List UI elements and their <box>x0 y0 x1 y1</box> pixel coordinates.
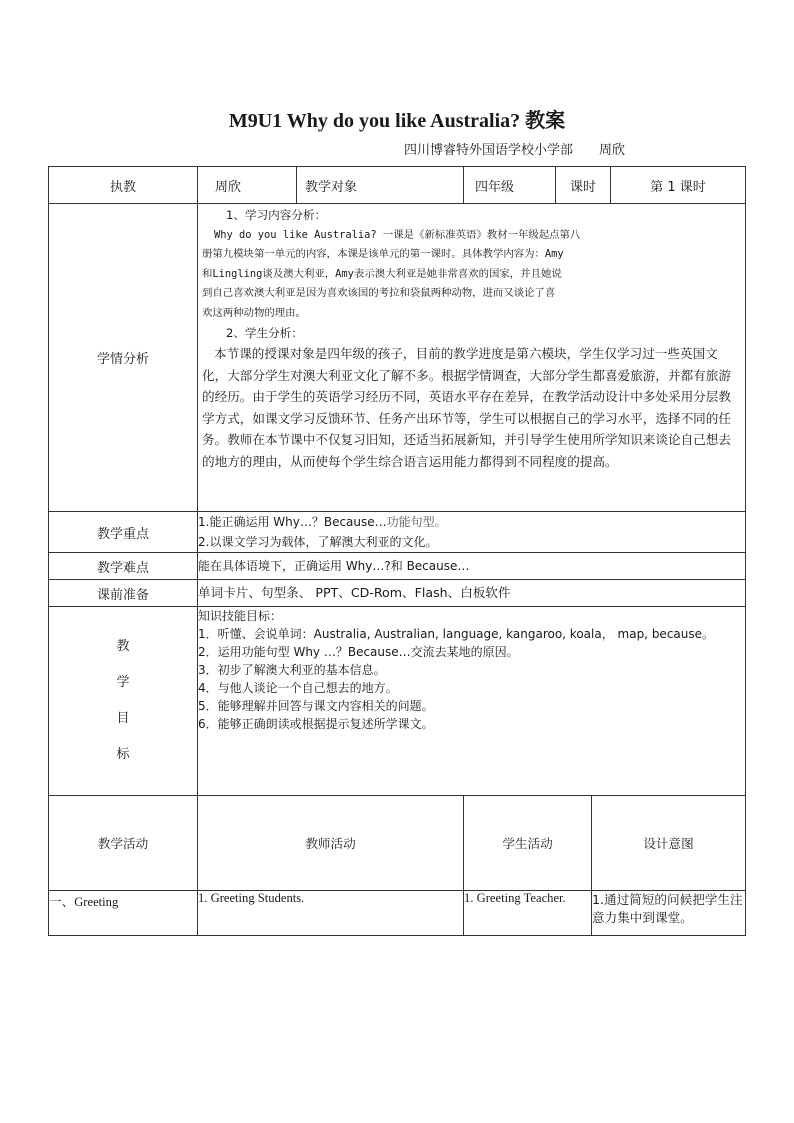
activity-cell: 一、Greeting <box>49 891 198 936</box>
header-cell-period-label: 课时 <box>556 167 611 204</box>
key-points-row <box>49 512 746 553</box>
key-points-label: 教学重点 <box>49 512 198 553</box>
analysis-line: 和Lingling谈及澳大利亚，Amy表示澳大利亚是她非常喜欢的国家，并且她说 <box>202 267 562 280</box>
header-cell-target-label: 教学对象 <box>297 167 464 204</box>
activity-row <box>49 891 746 936</box>
objectives-label-char: 教 <box>116 639 130 654</box>
analysis-content <box>198 204 746 512</box>
activity-header-intent: 设计意图 <box>592 796 746 891</box>
preparation-content: 单词卡片、句型条、 PPT、CD-Rom、Flash、白板软件 <box>198 580 746 607</box>
objective-item: 3．初步了解澳大利亚的基本信息。 <box>198 663 386 677</box>
author-name: 周欣 <box>599 143 626 158</box>
analysis-line: Why do you like Australia? 一课是《新标准英语》教材一年级起点第八 <box>214 228 581 241</box>
activity-header-activity: 教学活动 <box>49 796 198 891</box>
school-name: 四川博睿特外国语学校小学部 <box>404 143 574 158</box>
analysis-line: 欢这两种动物的理由。 <box>202 306 306 319</box>
activity-header-teacher: 教师活动 <box>198 796 464 891</box>
difficulty-content: 能在具体语境下，正确运用 Why…?和 Because… <box>198 553 746 580</box>
analysis-line: 到自己喜欢澳大利亚是因为喜欢该国的考拉和袋鼠两种动物，进而又谈论了喜 <box>202 287 556 300</box>
page-title: M9U1 Why do you like Australia? 教案 <box>228 110 566 132</box>
objective-item: 5．能够理解并回答与课文内容相关的问题。 <box>198 699 434 713</box>
header-cell-grade: 四年级 <box>464 167 556 204</box>
difficulty-label: 教学难点 <box>49 553 198 580</box>
key-point-1-suffix: 功能句型。 <box>386 515 447 529</box>
objective-item: 6．能够正确朗读或根据提示复述所学课文。 <box>198 717 434 731</box>
header-row <box>49 167 746 204</box>
activity-header-row <box>49 796 746 891</box>
preparation-row <box>49 580 746 607</box>
key-points-content <box>198 512 746 553</box>
analysis-line: 册第九模块第一单元的内容，本课是该单元的第一课时。具体教学内容为：Amy <box>202 248 564 261</box>
analysis-paragraph-2: 本节课的授课对象是四年级的孩子，目前的教学进度是第六模块，学生仅学习过一些英国文化，大部分学生对澳大利亚文化了解不多。根据学情调查，大部分学生都喜爱旅游，并都有旅游的经历。由于学生的英语学习经历不同，英语水平存在差异，在教学活动设计中多处采用分层教学方式，如课文学习反馈环节、任务产出环节等，学生可以根据自己的学习水平，选择不同的任务。教师在本节课中不仅复习旧知，还适当拓展新知，并引导学生使用所学知识来谈论自己想去的地方的理由，从而使每个学生综合语言运用能力都得到不同程度的提高。 <box>202 346 731 469</box>
key-point-1: 1.能正确运用 Why…？Because… <box>198 515 387 529</box>
objective-item: 1．听懂、会说单词：Australia, Australian, language, kangaroo, koala， map, because。 <box>198 627 715 641</box>
analysis-row <box>49 204 746 512</box>
objectives-row <box>49 607 746 796</box>
objectives-label-char: 学 <box>116 675 130 690</box>
key-point-2: 2.以课文学习为载体，了解澳大利亚的文化。 <box>198 535 438 549</box>
preparation-label: 课前准备 <box>49 580 198 607</box>
student-activity-cell: 1. Greeting Teacher. <box>464 891 592 936</box>
analysis-label: 学情分析 <box>49 204 198 512</box>
objectives-label <box>49 607 198 796</box>
difficulty-row <box>49 553 746 580</box>
objective-item: 4．与他人谈论一个自己想去的地方。 <box>198 681 398 695</box>
activity-header-student: 学生活动 <box>464 796 592 891</box>
objectives-label-char: 标 <box>116 747 130 762</box>
header-cell-teacher-label: 执教 <box>49 167 198 204</box>
objectives-content <box>198 607 746 796</box>
analysis-heading-1: 1、学习内容分析： <box>226 208 327 222</box>
objectives-label-char: 目 <box>116 711 130 726</box>
objective-item: 2．运用功能句型 Why …？Because…交流去某地的原因。 <box>198 645 519 659</box>
intent-cell: 1.通过简短的问候把学生注意力集中到课堂。 <box>592 891 746 936</box>
teacher-activity-cell: 1. Greeting Students. <box>198 891 464 936</box>
objectives-heading: 知识技能目标： <box>198 609 283 623</box>
header-cell-period: 第 1 课时 <box>611 167 746 204</box>
lesson-plan-table <box>48 166 746 936</box>
header-cell-teacher: 周欣 <box>198 167 297 204</box>
subtitle <box>404 139 625 158</box>
analysis-heading-2: 2、学生分析： <box>226 325 303 340</box>
